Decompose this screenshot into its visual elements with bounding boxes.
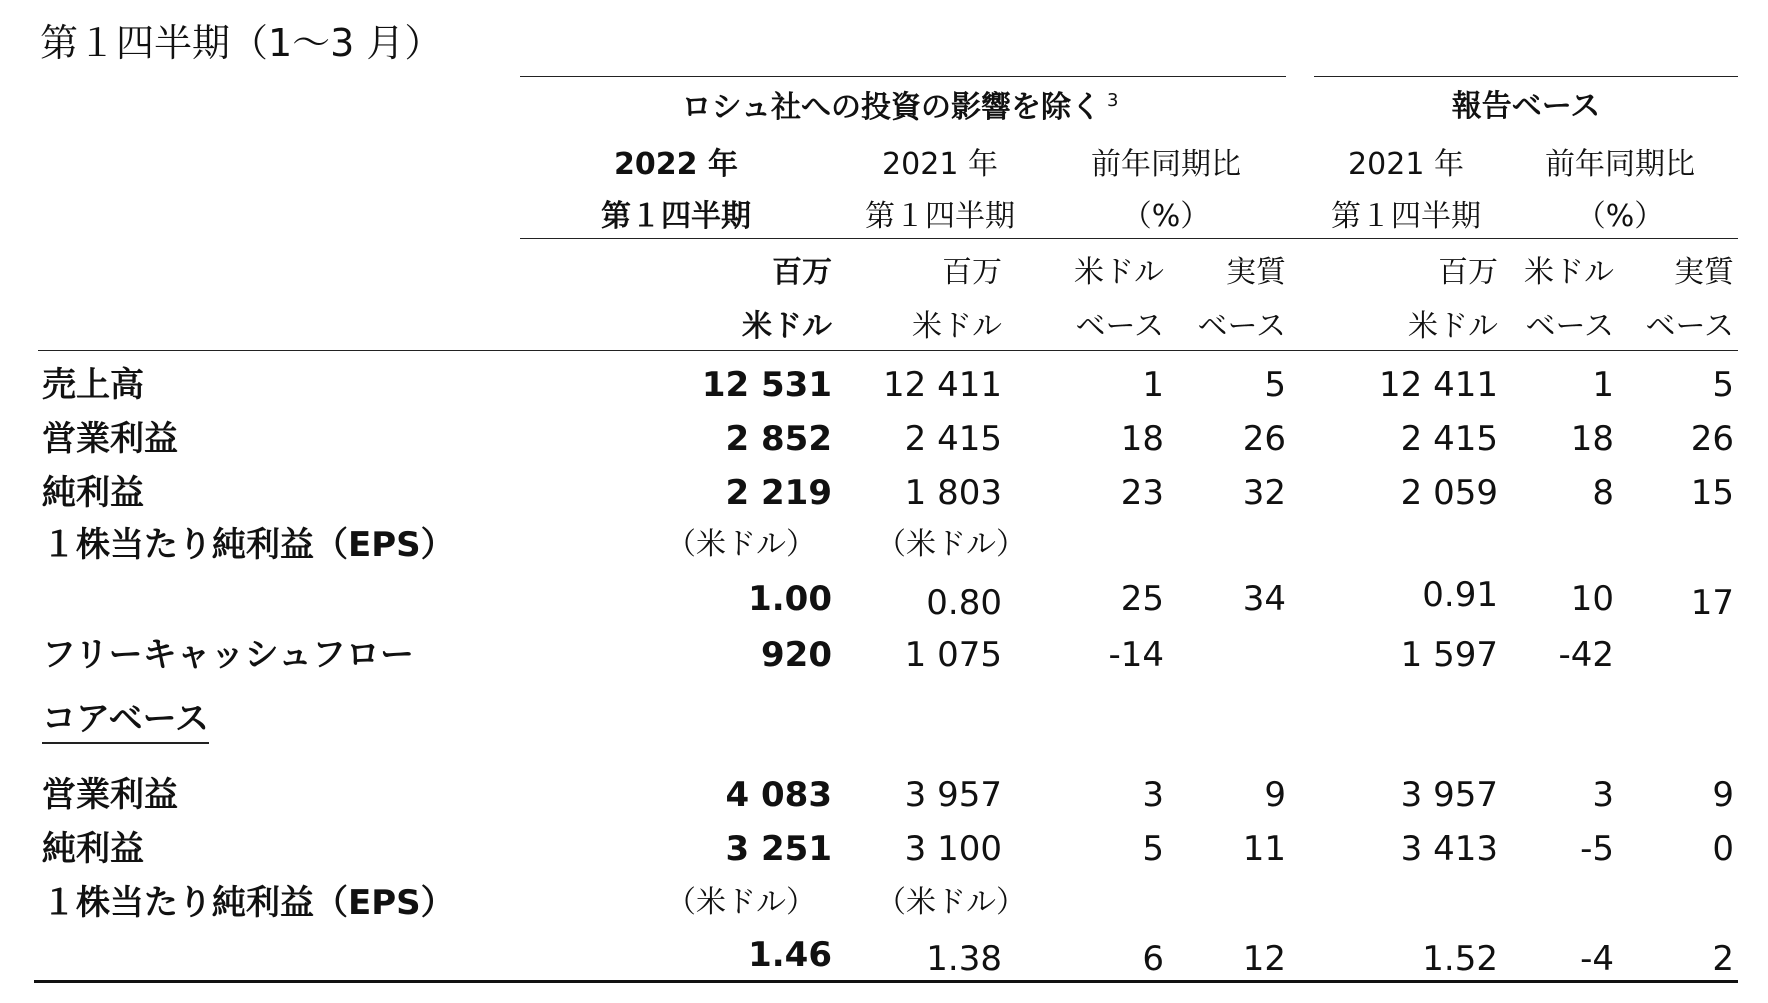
unit-usd-2022-core-eps: （米ドル） [666,885,816,920]
unit-real-yoy: 実質 [1226,255,1286,290]
cell-rep-real: 15 [1690,473,1734,513]
header-rule-bottom [38,350,1738,351]
cell-yoy-real: 34 [1242,579,1286,619]
col-2022-quarter: 第１四半期 [601,199,751,234]
row-label-net-income: 純利益 [42,473,144,513]
cell-2022: 1.46 [748,935,832,975]
col-2022-year: 2022 年 [614,147,738,182]
cell-yoy-real: 9 [1264,775,1286,815]
cell-2021: 3 100 [904,829,1002,869]
table-bottom-rule [34,980,1738,983]
row-label-core-operating-income: 営業利益 [42,775,178,815]
cell-rep-usd: 18 [1570,419,1614,459]
cell-yoy-real: 11 [1242,829,1286,869]
cell-2021: 1 803 [904,473,1002,513]
col-2021-year: 2021 年 [882,147,998,182]
cell-2021: 1 075 [904,635,1002,675]
cell-rep-real: 5 [1712,365,1734,405]
cell-rep-2021: 1.52 [1422,939,1498,979]
row-label-eps: １株当たり純利益（EPS） [42,525,455,565]
cell-2021: 2 415 [904,419,1002,459]
page-title: 第１四半期（1〜3 月） [40,21,443,65]
section-heading-core: コアベース [42,702,209,744]
unit-usd-rep: 米ドル [1408,309,1498,344]
cell-rep-real: 9 [1712,775,1734,815]
cell-yoy-real: 26 [1242,419,1286,459]
cell-rep-2021: 2 415 [1400,419,1498,459]
cell-yoy-usd: 6 [1142,939,1164,979]
cell-2021: 0.80 [926,583,1002,623]
cell-2022: 2 852 [725,419,832,459]
unit-usd-2021-core-eps: （米ドル） [876,885,1026,920]
unit-realbase-rep-yoy: ベース [1645,309,1734,344]
footnote-marker: 3 [1106,90,1119,111]
row-label-sales: 売上高 [42,365,144,405]
unit-mil-rep: 百万 [1438,255,1498,290]
col-rep-yoy-pct: （%） [1575,199,1665,234]
cell-rep-real: 17 [1690,583,1734,623]
header-rule-excl [520,76,1286,77]
cell-2021: 1.38 [926,939,1002,979]
cell-rep-usd: -4 [1580,939,1614,979]
cell-rep-2021: 12 411 [1379,365,1498,405]
col-rep-2021-quarter: 第１四半期 [1331,199,1481,234]
cell-2022: 2 219 [725,473,832,513]
unit-usd-2022-eps: （米ドル） [666,527,816,562]
cell-rep-real: 0 [1712,829,1734,869]
cell-yoy-usd: 18 [1120,419,1164,459]
row-label-core-eps: １株当たり純利益（EPS） [42,883,455,923]
cell-yoy-usd: -14 [1108,635,1164,675]
col-yoy-pct: （%） [1121,199,1211,234]
cell-2022: 4 083 [725,775,832,815]
unit-usd-2021: 米ドル [912,309,1002,344]
cell-rep-usd: -42 [1558,635,1614,675]
cell-rep-usd: 10 [1570,579,1614,619]
cell-yoy-usd: 23 [1120,473,1164,513]
header-rule-reported [1314,76,1738,77]
unit-mil-2021: 百万 [942,255,1002,290]
unit-real-rep-yoy: 実質 [1674,255,1734,290]
unit-realbase-yoy: ベース [1197,309,1286,344]
cell-rep-usd: 3 [1592,775,1614,815]
cell-rep-2021: 3 957 [1400,775,1498,815]
col-yoy: 前年同期比 [1091,147,1241,182]
cell-rep-usd: 1 [1592,365,1614,405]
cell-rep-usd: 8 [1592,473,1614,513]
row-label-operating-income: 営業利益 [42,419,178,459]
unit-base-rep-yoy: ベース [1525,309,1614,344]
group-header-excl [682,92,1119,123]
col-rep-yoy: 前年同期比 [1545,147,1695,182]
cell-2022: 1.00 [748,579,832,619]
cell-yoy-usd: 25 [1120,579,1164,619]
cell-rep-real: 2 [1712,939,1734,979]
unit-usd-2021-eps: （米ドル） [876,527,1026,562]
row-label-core-net-income: 純利益 [42,829,144,869]
cell-yoy-real: 5 [1264,365,1286,405]
cell-rep-2021: 1 597 [1400,635,1498,675]
cell-2021: 3 957 [904,775,1002,815]
cell-rep-2021: 3 413 [1400,829,1498,869]
cell-rep-2021: 0.91 [1422,575,1498,615]
cell-2022: 920 [761,635,832,675]
unit-mil-2022: 百万 [772,255,832,290]
cell-2022: 12 531 [701,365,832,405]
cell-rep-2021: 2 059 [1400,473,1498,513]
cell-rep-usd: -5 [1580,829,1614,869]
unit-usd-2022: 米ドル [742,309,832,344]
cell-yoy-usd: 3 [1142,775,1164,815]
header-rule-mid [520,238,1738,239]
unit-usd-yoy: 米ドル [1074,255,1164,290]
col-2021-quarter: 第１四半期 [865,199,1015,234]
cell-2022: 3 251 [725,829,832,869]
group-header-excl-text: ロシュ社への投資の影響を除く [681,90,1101,125]
unit-usd-rep-yoy: 米ドル [1524,255,1614,290]
cell-yoy-real: 32 [1242,473,1286,513]
group-header-reported: 報告ベース [1451,89,1601,124]
unit-base-yoy: ベース [1075,309,1164,344]
col-rep-2021-year: 2021 年 [1348,147,1464,182]
cell-rep-real: 26 [1690,419,1734,459]
cell-2021: 12 411 [883,365,1002,405]
row-label-fcf: フリーキャッシュフロー [42,635,414,675]
cell-yoy-usd: 5 [1142,829,1164,869]
cell-yoy-usd: 1 [1142,365,1164,405]
cell-yoy-real: 12 [1242,939,1286,979]
